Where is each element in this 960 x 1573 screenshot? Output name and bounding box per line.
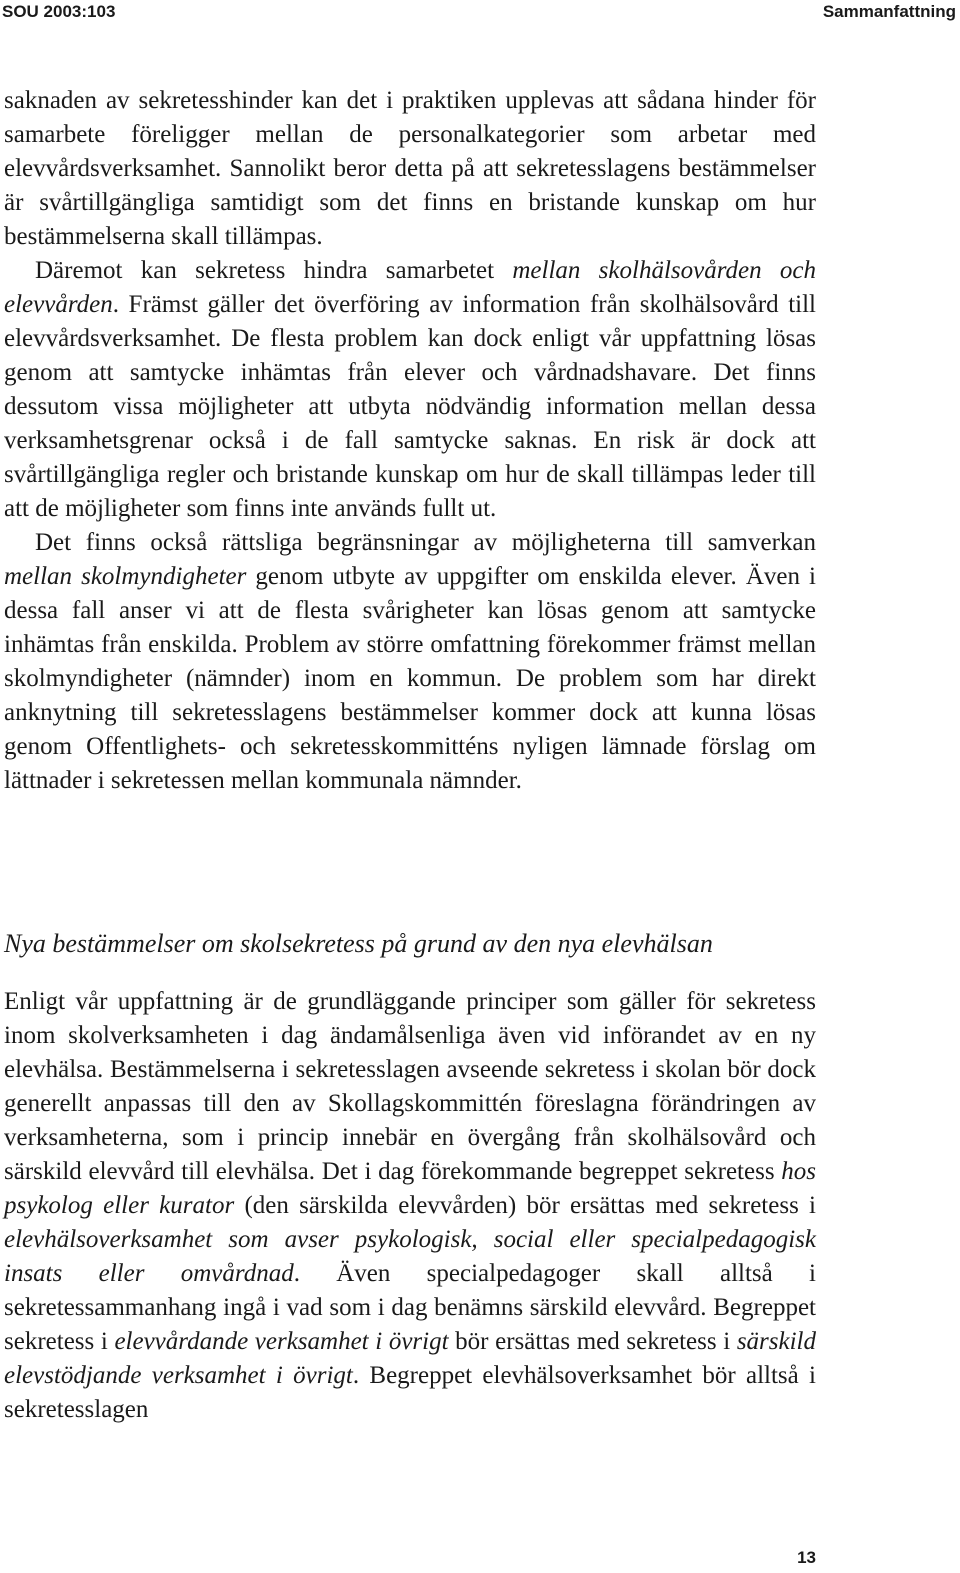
paragraph-3-text-b: genom utbyte av uppgifter om enskilda elever. Även i dessa fall anser vi att de flesta svårigheter kan lösas genom att samtycke inhämtas från enskilda. Problem av större omfattning förekommer främst mellan skolmyndigheter (nämnder) inom en kommun. De problem som har direkt anknytning till sekretesslagens bestämmelser kommer dock att kunna lösas genom Offentlighets- och sekretesskommitténs nyligen lämnade förslag om lättnader i sekretessen mellan kommunala nämnder. xyxy=(4,563,816,794)
body-text-block-2 xyxy=(4,985,816,1427)
section-heading: Nya bestämmelser om skolsekretess på grund av den nya elevhälsan xyxy=(4,929,713,958)
paragraph-4-emphasis-3: elevvårdande verksamhet i övrigt xyxy=(114,1328,449,1355)
paragraph-4-emphasis-1: hos psykolog eller kurator xyxy=(4,1158,816,1219)
body-text-block-1 xyxy=(4,84,816,798)
paragraph-4 xyxy=(4,985,816,1427)
paragraph-1 xyxy=(4,84,816,254)
paragraph-4-text-3: . Även specialpedagoger skall alltså i sekretessammanhang ingå i vad som i dag benämns särskild elevvård. Begreppet sekretess i xyxy=(4,1260,816,1355)
running-header xyxy=(0,0,960,24)
paragraph-4-text-4: bör ersättas med sekretess i xyxy=(448,1328,737,1355)
paragraph-3-text-a: Det finns också rättsliga begränsningar av möjligheterna till samverkan xyxy=(35,529,816,556)
paragraph-4-emphasis-4: särskild elevstödjande verksamhet i övrigt xyxy=(4,1328,816,1389)
paragraph-2-emphasis: mellan skolhälsovården och elevvården xyxy=(4,257,816,318)
paragraph-4-text-1: Enligt vår uppfattning är de grundläggande principer som gäller för sekretess inom skolverksamheten i dag ändamålsenliga även vid införandet av en ny elevhälsa. Bestämmelserna i sekretesslagen avseende sekretess i skolan bör dock generellt anpassas till den av Skollagskommittén föreslagna förändringen av verksamheterna, som i princip innebär en övergång från skolhälsovård och särskild elevvård till elevhälsa. Det i dag förekommande begreppet sekretess xyxy=(4,988,816,1185)
document-id: SOU 2003:103 xyxy=(2,2,116,21)
paragraph-2-text-a: Däremot kan sekretess hindra samarbetet xyxy=(35,257,513,284)
paragraph-3-emphasis: mellan skolmyndigheter xyxy=(4,563,247,590)
paragraph-4-emphasis-2: elevhälsoverksamhet som avser psykologisk, social eller specialpedagogisk insats eller omvårdnad xyxy=(4,1226,816,1287)
paragraph-1-text: saknaden av sekretesshinder kan det i praktiken upplevas att sådana hinder för samarbete föreligger mellan de personalkategorier som arbetar med elevvårdsverksamhet. Sannolikt beror detta på att sekretesslagens bestämmelser är svårtillgängliga samtidigt som det finns en bristande kunskap om hur bestämmelserna skall tillämpas. xyxy=(4,87,816,250)
paragraph-3 xyxy=(4,526,816,798)
paragraph-2-text-b: . Främst gäller det överföring av information från skolhälsovård till elevvårdsverksamhet. De flesta problem kan dock enligt vår uppfattning lösas genom att samtycke inhämtas från elever och vårdnadshavare. Det finns dessutom vissa möjligheter att utbyta nödvändig information mellan dessa verksamhetsgrenar också i de fall samtycke saknas. En risk är dock att svårtillgängliga regler och bristande kunskap om hur de skall tillämpas leder till att de möjligheter som finns inte används fullt ut. xyxy=(4,291,816,522)
section-name: Sammanfattning xyxy=(822,2,956,21)
paragraph-4-text-2: (den särskilda elevvården) bör ersättas med sekretess i xyxy=(234,1192,816,1219)
page-number: 13 xyxy=(797,1548,816,1567)
paragraph-2 xyxy=(4,254,816,526)
paragraph-4-text-5: . Begreppet elevhälsoverksamhet bör alltså i sekretesslagen xyxy=(4,1362,816,1423)
